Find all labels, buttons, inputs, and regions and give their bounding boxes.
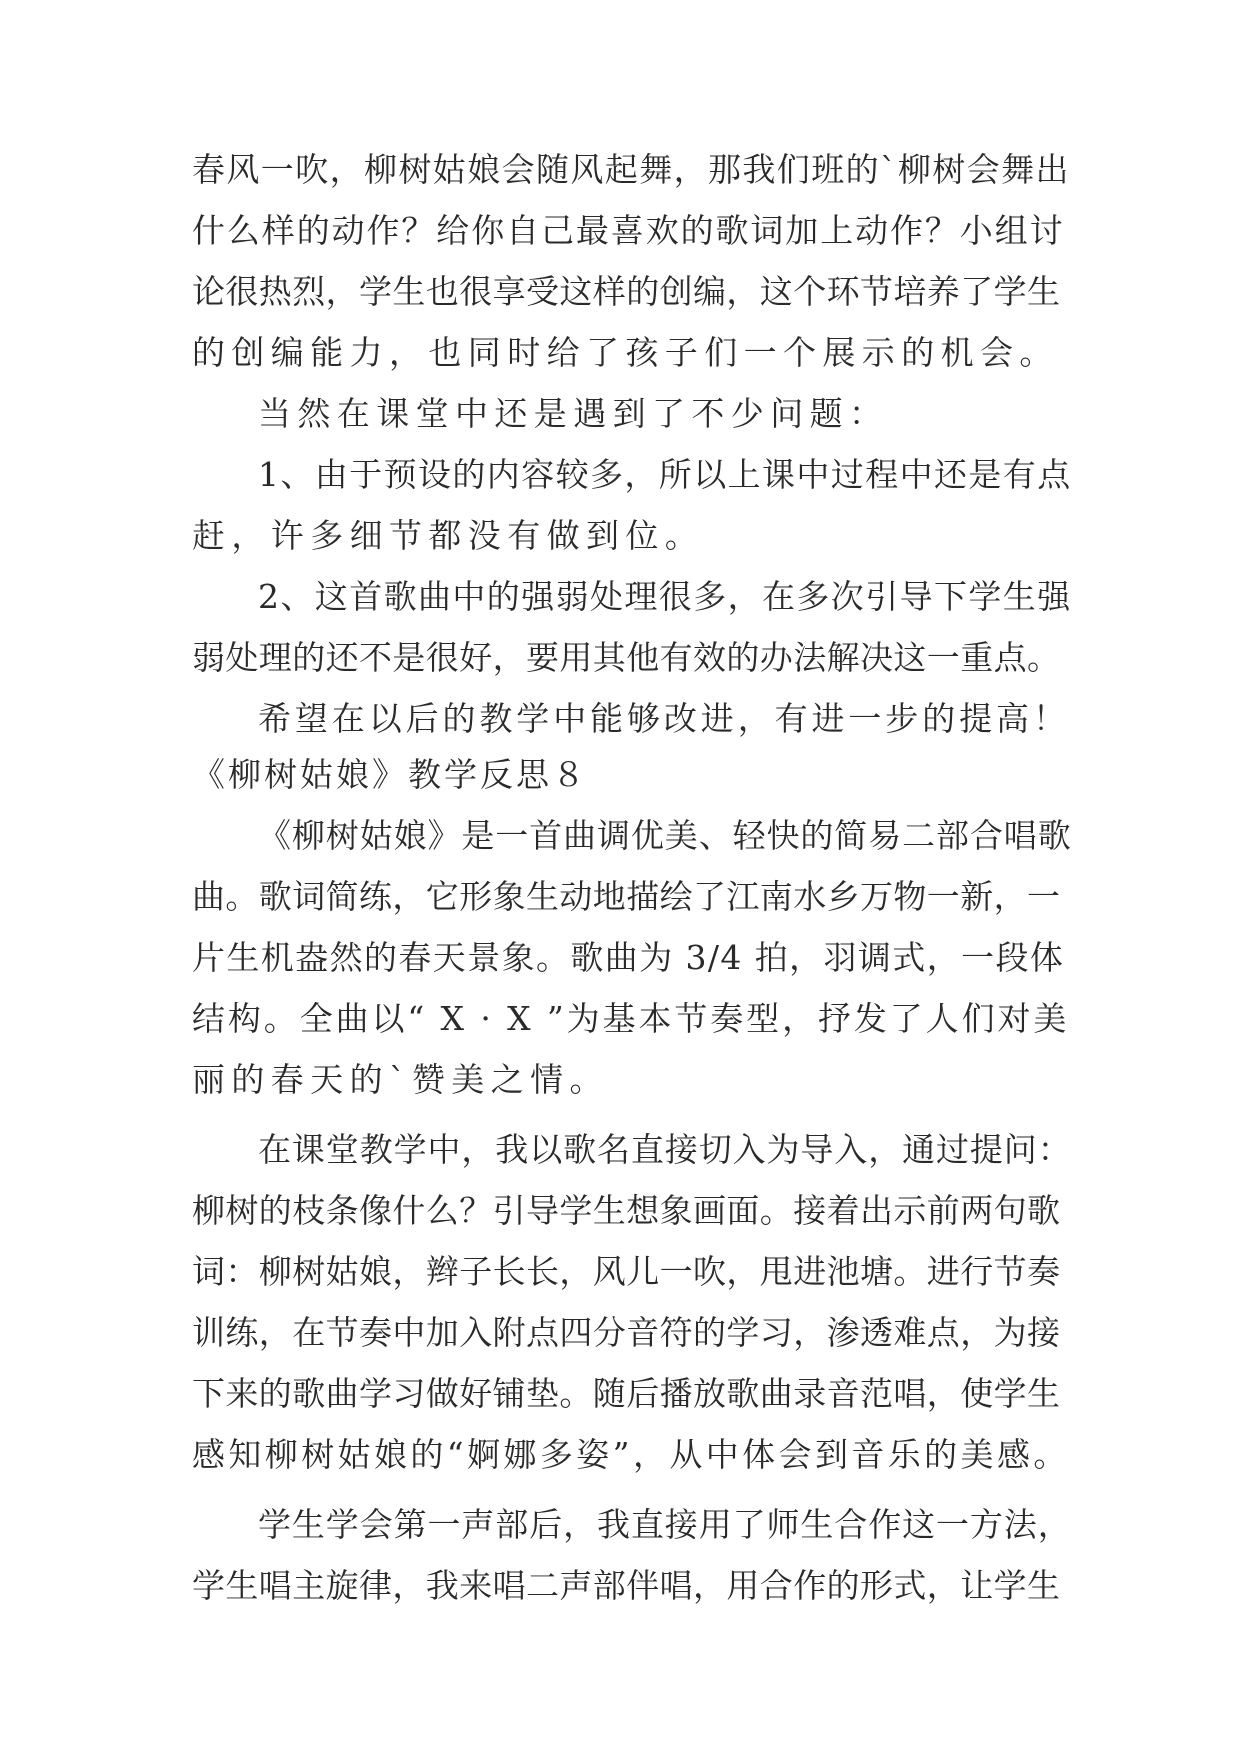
text-line: 2、这首歌曲中的强弱处理很多，在多次引导下学生强 <box>258 577 1072 616</box>
text-line: 在课堂教学中，我以歌名直接切入为导入，通过提问： <box>258 1130 1072 1169</box>
section-heading: 《柳树姑娘》教学反思８ <box>192 755 588 794</box>
text-line: 结构。全曲以“ X · X ”为基本节奏型，抒发了人们对美 <box>192 999 1070 1038</box>
text-line: 下来的歌曲学习做好铺垫。随后播放歌曲录音范唱，使学生 <box>192 1374 1061 1413</box>
text-line: 学生唱主旋律，我来唱二声部伴唱，用合作的形式，让学生 <box>192 1566 1061 1605</box>
text-line: 的创编能力，也同时给了孩子们一个展示的机会。 <box>192 333 1059 372</box>
text-line: 感知柳树姑娘的“婀娜多姿”，从中体会到音乐的美感。 <box>192 1435 1070 1474</box>
text-line: 词：柳树姑娘，辫子长长，风儿一吹，甩进池塘。进行节奏 <box>192 1252 1061 1291</box>
text-line: 训练，在节奏中加入附点四分音符的学习，渗透难点，为接 <box>192 1313 1061 1352</box>
text-line: 春风一吹，柳树姑娘会随风起舞，那我们班的`柳树会舞出 <box>192 150 1070 189</box>
text-line: 柳树的枝条像什么？引导学生想象画面。接着出示前两句歌 <box>192 1191 1061 1230</box>
text-line: 学生学会第一声部后，我直接用了师生合作这一方法， <box>258 1505 1072 1544</box>
text-line: 赶，许多细节都没有做到位。 <box>192 516 705 555</box>
text-line: 丽的春天的`赞美之情。 <box>192 1060 609 1099</box>
text-line: 当然在课堂中还是遇到了不少问题： <box>258 394 889 433</box>
text-line: 弱处理的还不是很好，要用其他有效的办法解决这一重点。 <box>192 638 1061 677</box>
text-line: 1、由于预设的内容较多，所以上课中过程中还是有点 <box>258 455 1072 494</box>
text-line: 希望在以后的教学中能够改进，有进一步的提高！ <box>258 699 1070 738</box>
text-line: 什么样的动作？给你自己最喜欢的歌词加上动作？小组讨 <box>192 211 1065 250</box>
text-line: 论很热烈，学生也很享受这样的创编，这个环节培养了学生 <box>192 272 1061 311</box>
text-line: 《柳树姑娘》是一首曲调优美、轻快的简易二部合唱歌 <box>258 816 1072 855</box>
text-line: 片生机盎然的春天景象。歌曲为 3/4 拍，羽调式，一段体 <box>192 938 1065 977</box>
text-line: 曲。歌词简练，它形象生动地描绘了江南水乡万物一新，一 <box>192 877 1061 916</box>
